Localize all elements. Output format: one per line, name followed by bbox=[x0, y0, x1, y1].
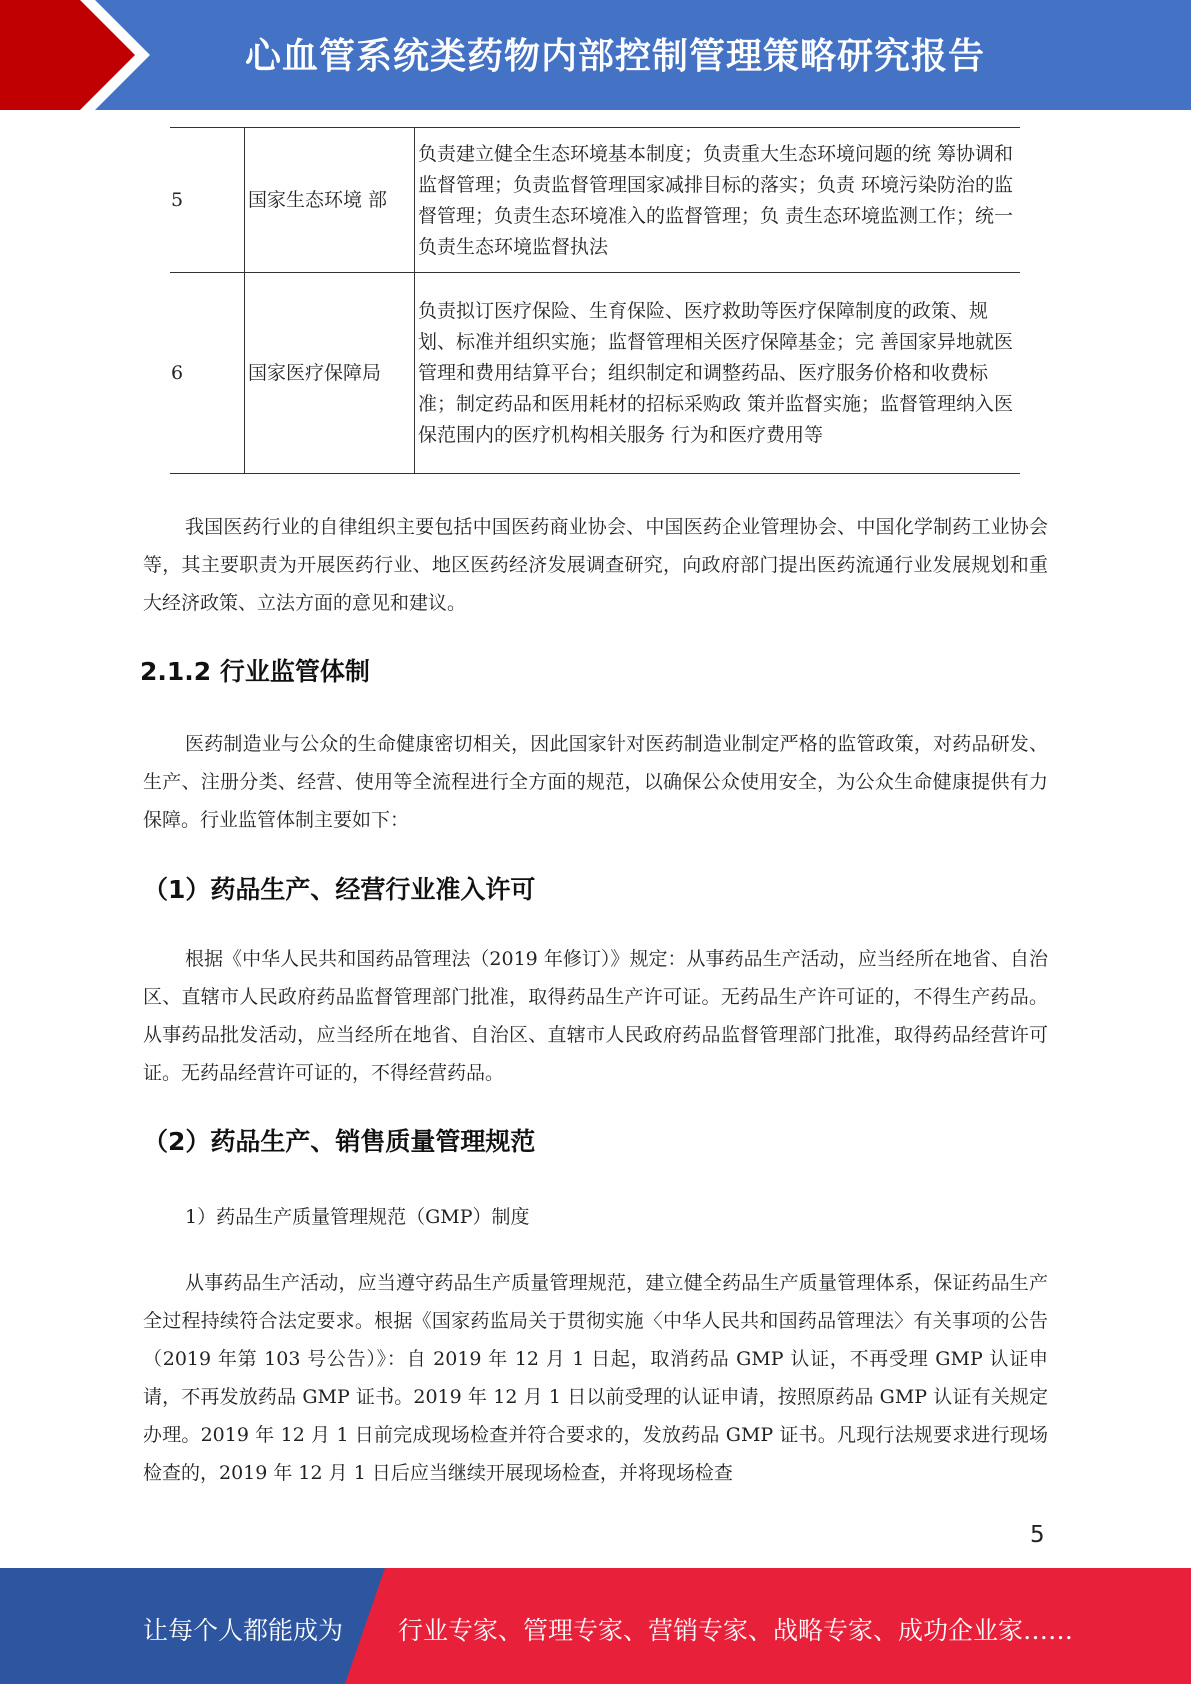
gmp-paragraph: 从事药品生产活动，应当遵守药品生产质量管理规范，建立健全药品生产质量管理体系，保证药品生产全过程持续符合法定要求。根据《国家药监局关于贯彻实施〈中华人民共和国药品管理法〉有关事项的公告（2019 年第 103 号公告）》：自 2019 年 12 月 1 日起，取消药品 GMP 认证，不再受理 GMP 认证申请，不再发放药品 GMP 证书。2019 年 12 月 1 日以前受理的认证申请，按照原药品 GMP 认证有关规定办理。2019 年 12 月 1 日前完成现场检查并符合要求的，发放药品 GMP 证书。凡现行法规要求进行现场检查的，2019 年 12 月 1 日后应当继续开展现场检查，并将现场检查 bbox=[143, 1272, 1048, 1484]
row-department: 国家医疗保障局 bbox=[245, 273, 415, 474]
row-index: 5 bbox=[170, 128, 245, 273]
row-duties: 负责建立健全生态环境基本制度；负责重大生态环境问题的统 筹协调和监督管理；负责监督管理国家减排目标的落实；负责 环境污染防治的监督管理；负责生态环境准入的监督管理；负 责生态环境监测工作；统一负责生态环境监督执法 bbox=[415, 128, 1021, 273]
page-footer bbox=[0, 1568, 1191, 1684]
table-row bbox=[170, 273, 1020, 474]
regulator-table bbox=[170, 127, 1020, 474]
header-arrow-decoration bbox=[0, 0, 160, 110]
footer-slogan-left: 让每个人都能成为 bbox=[143, 1616, 344, 1645]
regulation-intro-paragraph: 医药制造业与公众的生命健康密切相关，因此国家针对医药制造业制定严格的监管政策，对药品研发、生产、注册分类、经营、使用等全流程进行全方面的规范，以确保公众使用安全，为公众生命健康提供有力保障。行业监管体制主要如下： bbox=[143, 733, 1048, 831]
row-duties: 负责拟订医疗保险、生育保险、医疗救助等医疗保障制度的政策、规划、标准并组织实施；监督管理相关医疗保障基金；完 善国家异地就医管理和费用结算平台；组织制定和调整药品、医疗服务价格和收费标准；制定药品和医用耗材的招标采购政 策并监督实施；监督管理纳入医保范围内的医疗机构相关服务 行为和医疗费用等 bbox=[415, 273, 1021, 474]
license-paragraph: 根据《中华人民共和国药品管理法（2019 年修订）》规定：从事药品生产活动，应当经所在地省、自治区、直辖市人民政府药品监督管理部门批准，取得药品生产许可证。无药品生产许可证的，不得生产药品。从事药品批发活动，应当经所在地省、自治区、直辖市人民政府药品监督管理部门批准，取得药品经营许可证。无药品经营许可证的，不得经营药品。 bbox=[143, 948, 1048, 1084]
subsection-heading-license: （1）药品生产、经营行业准入许可 bbox=[143, 875, 536, 904]
page-header bbox=[0, 0, 1191, 110]
subsection-heading-quality: （2）药品生产、销售质量管理规范 bbox=[143, 1127, 536, 1156]
footer-slogan-right: 行业专家、管理专家、营销专家、战略专家、成功企业家…… bbox=[398, 1616, 1074, 1645]
row-department: 国家生态环境 部 bbox=[245, 128, 415, 273]
table-row bbox=[170, 128, 1020, 273]
self-regulation-paragraph: 我国医药行业的自律组织主要包括中国医药商业协会、中国医药企业管理协会、中国化学制药工业协会等，其主要职责为开展医药行业、地区医药经济发展调查研究，向政府部门提出医药流通行业发展规划和重大经济政策、立法方面的意见和建议。 bbox=[143, 516, 1048, 614]
page-number: 5 bbox=[1030, 1522, 1045, 1548]
row-index: 6 bbox=[170, 273, 245, 474]
gmp-subheading: 1）药品生产质量管理规范（GMP）制度 bbox=[185, 1206, 530, 1228]
report-title: 心血管系统类药物内部控制管理策略研究报告 bbox=[245, 36, 986, 77]
section-heading: 2.1.2 行业监管体制 bbox=[140, 657, 370, 686]
